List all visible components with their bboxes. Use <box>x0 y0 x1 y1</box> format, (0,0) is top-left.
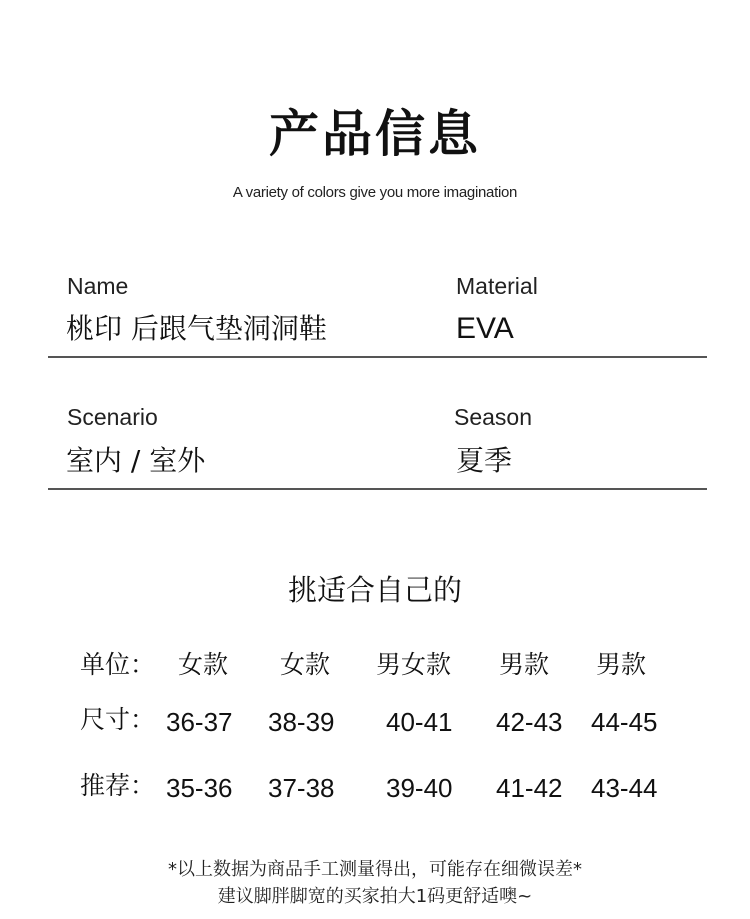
unit-row-label: 单位： <box>80 650 156 679</box>
info-divider-1 <box>48 356 707 358</box>
size-advice-note: 建议脚胖脚宽的买家拍大1码更舒适噢~ <box>217 886 533 907</box>
recommend-cell: 37-38 <box>268 773 335 803</box>
page-subtitle: A variety of colors give you more imagination <box>232 184 518 201</box>
recommend-cell: 41-42 <box>496 773 563 803</box>
size-cell: 44-45 <box>591 707 658 737</box>
size-section-title: 挑适合自己的 <box>287 573 462 607</box>
scenario-label: Scenario <box>67 404 158 430</box>
unit-cell: 男款 <box>596 650 647 679</box>
size-cell: 42-43 <box>496 707 563 737</box>
size-row-label: 尺寸： <box>80 705 156 734</box>
material-value: EVA <box>456 312 514 345</box>
scenario-value: 室内 / 室外 <box>66 444 206 477</box>
unit-cell: 男女款 <box>376 650 452 679</box>
unit-cell: 男款 <box>499 650 550 679</box>
recommend-cell: 35-36 <box>166 773 233 803</box>
unit-cell: 女款 <box>280 650 331 679</box>
page-title: 产品信息 <box>269 105 481 163</box>
recommend-cell: 43-44 <box>591 773 658 803</box>
recommend-cell: 39-40 <box>386 773 453 803</box>
name-label: Name <box>67 273 129 299</box>
measurement-note: *以上数据为商品手工测量得出，可能存在细微误差* <box>168 859 582 880</box>
size-cell: 36-37 <box>166 707 233 737</box>
size-cell: 40-41 <box>386 707 453 737</box>
unit-cell: 女款 <box>178 650 229 679</box>
size-cell: 38-39 <box>268 707 335 737</box>
info-divider-2 <box>48 488 707 490</box>
recommend-row-label: 推荐： <box>80 771 156 800</box>
season-label: Season <box>454 404 533 430</box>
season-value: 夏季 <box>456 444 513 477</box>
material-label: Material <box>456 273 538 299</box>
name-value: 桃印 后跟气垫洞洞鞋 <box>66 312 327 345</box>
